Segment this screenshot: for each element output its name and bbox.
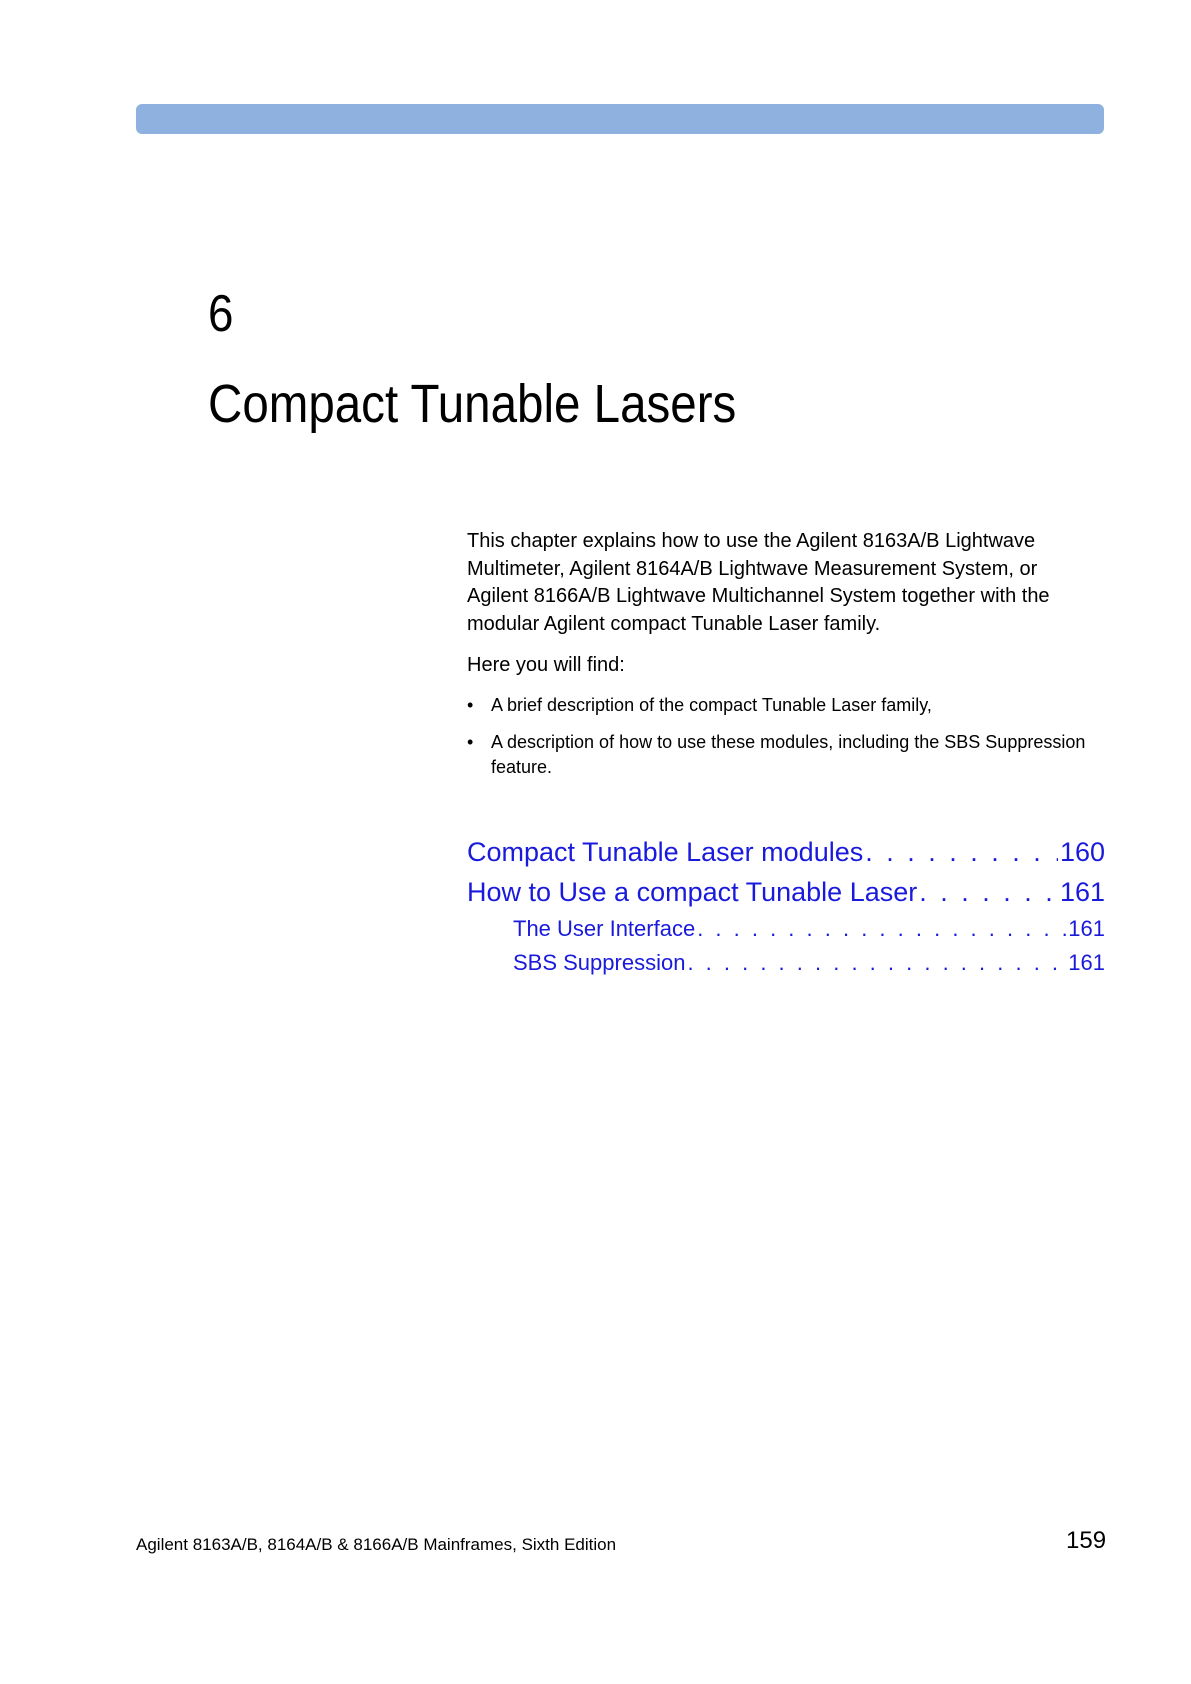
bullet-icon: •: [467, 732, 474, 752]
toc-page-number: 161: [1068, 950, 1105, 975]
toc-dot-leader: [865, 832, 1058, 872]
toc-entry-label: Compact Tunable Laser modules: [467, 837, 864, 867]
toc-page-number: 161: [1059, 877, 1105, 907]
toc-entry-label: SBS Suppression: [513, 950, 686, 975]
toc-dot-leader: [687, 946, 1066, 980]
header-bar: [136, 104, 1104, 134]
bullet-text: A description of how to use these modules, including the SBS Suppression feature.: [491, 732, 1086, 777]
table-of-contents: [467, 832, 1105, 980]
page-number: 159: [1066, 1527, 1107, 1554]
bullet-list: [467, 693, 1107, 780]
toc-dot-leader: [919, 872, 1058, 912]
bullet-text: A brief description of the compact Tunable Laser family,: [491, 695, 932, 715]
list-item: [467, 693, 1101, 718]
intro-paragraph: This chapter explains how to use the Agilent 8163A/B Lightwave Multimeter, Agilent 8164A/B Lightwave Measurement System, or Agilent 8166A/B Lightwave Multichannel System together with the modular Agilent compact Tunable Laser family.: [467, 530, 1050, 635]
toc-dot-leader: [697, 912, 1066, 946]
chapter-title: Compact Tunable Lasers: [208, 374, 737, 434]
chapter-intro: [467, 528, 1107, 792]
toc-entry-label: How to Use a compact Tunable Laser: [467, 877, 918, 907]
footer-text: Agilent 8163A/B, 8164A/B & 8166A/B Mainframes, Sixth Edition: [136, 1535, 617, 1554]
bullet-icon: •: [467, 695, 474, 715]
toc-link-user-interface[interactable]: [467, 912, 1105, 946]
toc-page-number: 161: [1068, 916, 1105, 941]
list-item: [467, 730, 1101, 780]
toc-link-compact-tunable-laser-modules[interactable]: [467, 832, 1105, 872]
toc-link-sbs-suppression[interactable]: [467, 946, 1105, 980]
toc-page-number: 160: [1059, 837, 1105, 867]
toc-entry-label: The User Interface: [513, 916, 696, 941]
toc-link-how-to-use[interactable]: [467, 872, 1105, 912]
here-you-will-find: Here you will find:: [467, 654, 625, 676]
chapter-number: 6: [208, 285, 234, 343]
